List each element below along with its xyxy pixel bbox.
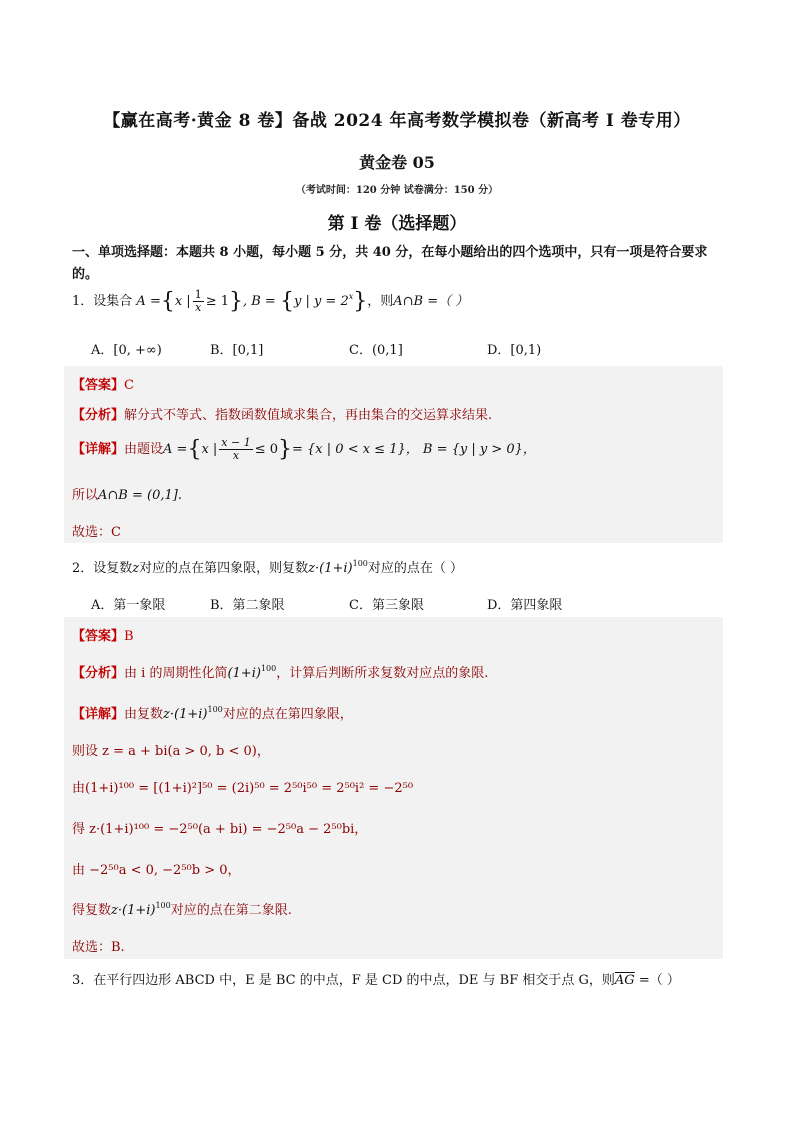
- q2-step-3: 得 z·(1+i)¹⁰⁰ = −2⁵⁰(a + bi) = −2⁵⁰a − 2⁵⁰bi，: [72, 822, 368, 837]
- q2-option-d: D．第四象限: [487, 598, 563, 613]
- q2-step-4: 由 −2⁵⁰a < 0, −2⁵⁰b > 0，: [72, 863, 241, 878]
- q1-answer: 【答案】C: [72, 378, 134, 393]
- question-3-stem: 3．在平行四边形 ABCD 中，E 是 BC 的中点，F 是 CD 的中点，DE 与 BF 相交于点 G，则$\overline{AG}$ =（ ）: [72, 973, 680, 988]
- q1-choose: 故选：C: [72, 525, 121, 540]
- fraction: $\frac{1}{x}$: [194, 288, 202, 314]
- q1-option-c: C．(0,1]: [349, 343, 403, 358]
- q2-option-b: B．第二象限: [210, 598, 285, 613]
- q1-detail: 【详解】由题设A ={x | $\frac{x - 1}{x}$ ≤ 0}= {x | 0 < x ≤ 1}， B = {y | y > 0}，: [72, 436, 536, 462]
- q2-choose: 故选：B.: [72, 940, 125, 955]
- q2-answer: 【答案】B: [72, 629, 134, 644]
- q1-option-b: B．[0,1]: [210, 343, 264, 358]
- q2-option-a: A．第一象限: [91, 598, 166, 613]
- question-2-stem: 2．设复数z对应的点在第四象限，则复数$z\cdot(1+i)^{100}$对应的点在（ ）: [72, 559, 464, 576]
- paper-subtitle: 黄金卷 05: [359, 153, 435, 172]
- section-title: 第 I 卷（选择题）: [327, 214, 467, 234]
- q2-step-1: 则设 z = a + bi(a > 0, b < 0)，: [72, 744, 270, 759]
- paper-title: 【赢在高考·黄金 8 卷】备战 2024 年高考数学模拟卷（新高考 I 卷专用）: [103, 111, 691, 131]
- instructions: 一、单项选择题：本题共 8 小题，每小题 5 分，共 40 分，在每小题给出的四个选项中，只有一项是符合要求的。: [72, 245, 708, 282]
- question-1-stem: 1．设集合 A ={x | $\frac{1}{x}$ ≥ 1}, B = {y | $y = 2^x$}，则A∩B =（ ）: [72, 288, 469, 314]
- q1-option-d: D．[0,1): [487, 343, 542, 358]
- q2-detail: 【详解】由复数$z\cdot(1+i)^{100}$对应的点在第四象限，: [72, 705, 353, 722]
- q2-step-2: 由(1+i)¹⁰⁰ = [(1+i)²]⁵⁰ = (2i)⁵⁰ = 2⁵⁰i⁵⁰ = 2⁵⁰i² = −2⁵⁰: [72, 781, 414, 796]
- q1-analysis: 【分析】解分式不等式、指数函数值域求集合，再由集合的交运算求结果.: [72, 408, 493, 423]
- q1-conclusion: 所以A∩B = (0,1].: [72, 488, 182, 503]
- q1-option-a: A．[0, +∞): [91, 343, 162, 358]
- q2-step-5: 得复数$z\cdot(1+i)^{100}$对应的点在第二象限.: [72, 901, 292, 918]
- q2-option-c: C．第三象限: [349, 598, 424, 613]
- q2-analysis: 【分析】由 i 的周期性化简$(1+i)^{100}$，计算后判断所求复数对应点的象限.: [72, 664, 489, 681]
- exam-info: （考试时间：120 分钟 试卷满分：150 分）: [295, 185, 499, 196]
